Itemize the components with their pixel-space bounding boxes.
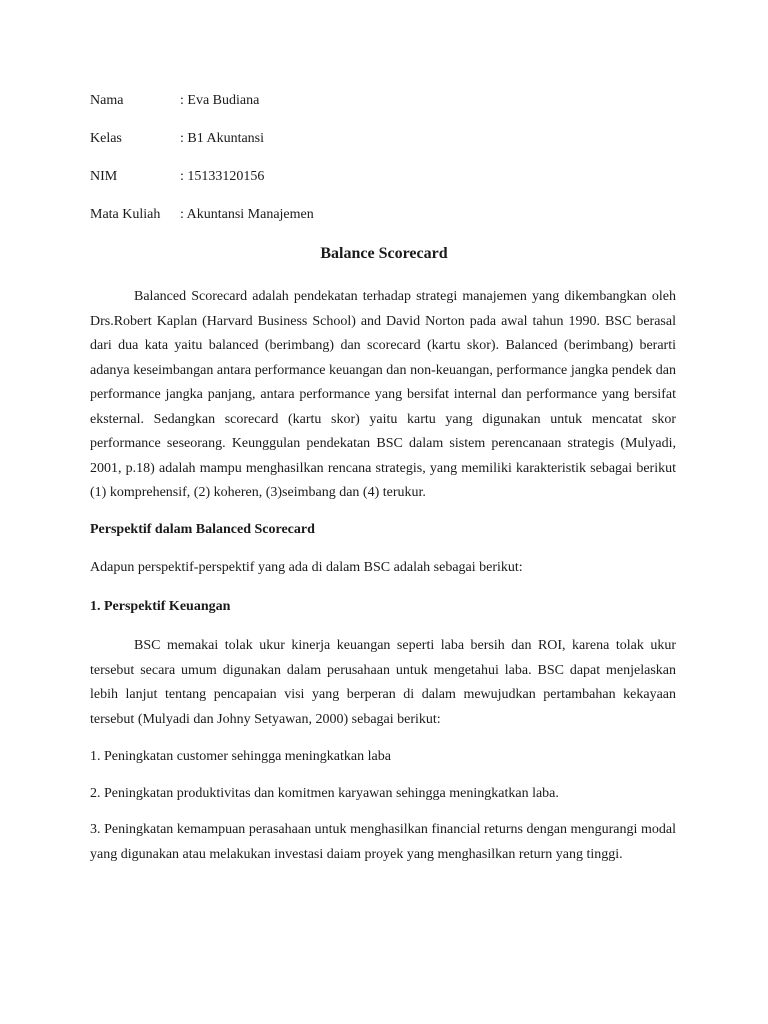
identity-label: Mata Kuliah <box>90 207 161 222</box>
list-item: 3. Peningkatan kemampuan perasahaan untuk menghasilkan financial returns dengan mengurangi modal yang digunakan atau melakukan investasi daiam proyek yang menghasilkan return yang tinggi. <box>90 822 676 862</box>
section-heading: Perspektif dalam Balanced Scorecard <box>90 522 315 537</box>
identity-value: : 15133120156 <box>180 169 265 184</box>
list-item: 2. Peningkatan produktivitas dan komitmen karyawan sehingga meningkatkan laba. <box>90 786 559 801</box>
list-item: 1. Peningkatan customer sehingga meningkatkan laba <box>90 749 391 764</box>
identity-value: : Akuntansi Manajemen <box>180 207 314 222</box>
identity-row-course <box>90 207 314 223</box>
identity-value: : B1 Akuntansi <box>180 131 265 146</box>
sub-paragraph: BSC memakai tolak ukur kinerja keuangan seperti laba bersih dan ROI, karena tolak ukur tersebut secara umum digunakan dalam perusahaan untuk mengetahui laba. BSC dapat menjelaskan lebih lanjut tentang pencapaian visi yang berperan di dalam mewujudkan pertambahan kekayaan tersebut (Mulyadi dan Johny Setyawan, 2000) sebagai berikut: <box>90 638 676 727</box>
identity-value: : Eva Budiana <box>180 93 260 108</box>
identity-label: NIM <box>90 169 118 184</box>
intro-paragraph: Balanced Scorecard adalah pendekatan terhadap strategi manajemen yang dikembangkan oleh Drs.Robert Kaplan (Harvard Business School) and David Norton pada awal tahun 1990. BSC berasal dari dua kata yaitu balanced (berimbang) dan scorecard (kartu skor). Balanced (berimbang) berarti adanya keseimbangan antara performance keuangan dan non-keuangan, performance jangka pendek dan performance jangka panjang, antara performance yang bersifat internal dan performance yang bersifat eksternal. Sedangkan scorecard (kartu skor) yaitu kartu yang digunakan untuk mencatat skor performance seseorang. Keunggulan pendekatan BSC dalam sistem perencanaan strategis (Mulyadi, 2001, p.18) adalah mampu menghasilkan rencana strategis, yang memiliki karakteristik sebagai berikut (1) komprehensif, (2) koheren, (3)seimbang dan (4) terukur. <box>90 289 676 500</box>
section-intro: Adapun perspektif-perspektif yang ada di dalam BSC adalah sebagai berikut: <box>90 560 523 575</box>
document-title: Balance Scorecard <box>320 245 448 262</box>
identity-row-nim <box>90 169 264 185</box>
identity-label: Kelas <box>90 131 122 146</box>
identity-row-name <box>90 93 259 109</box>
sub-heading: 1. Perspektif Keuangan <box>90 599 231 614</box>
identity-row-class <box>90 131 264 147</box>
identity-label: Nama <box>90 93 124 108</box>
